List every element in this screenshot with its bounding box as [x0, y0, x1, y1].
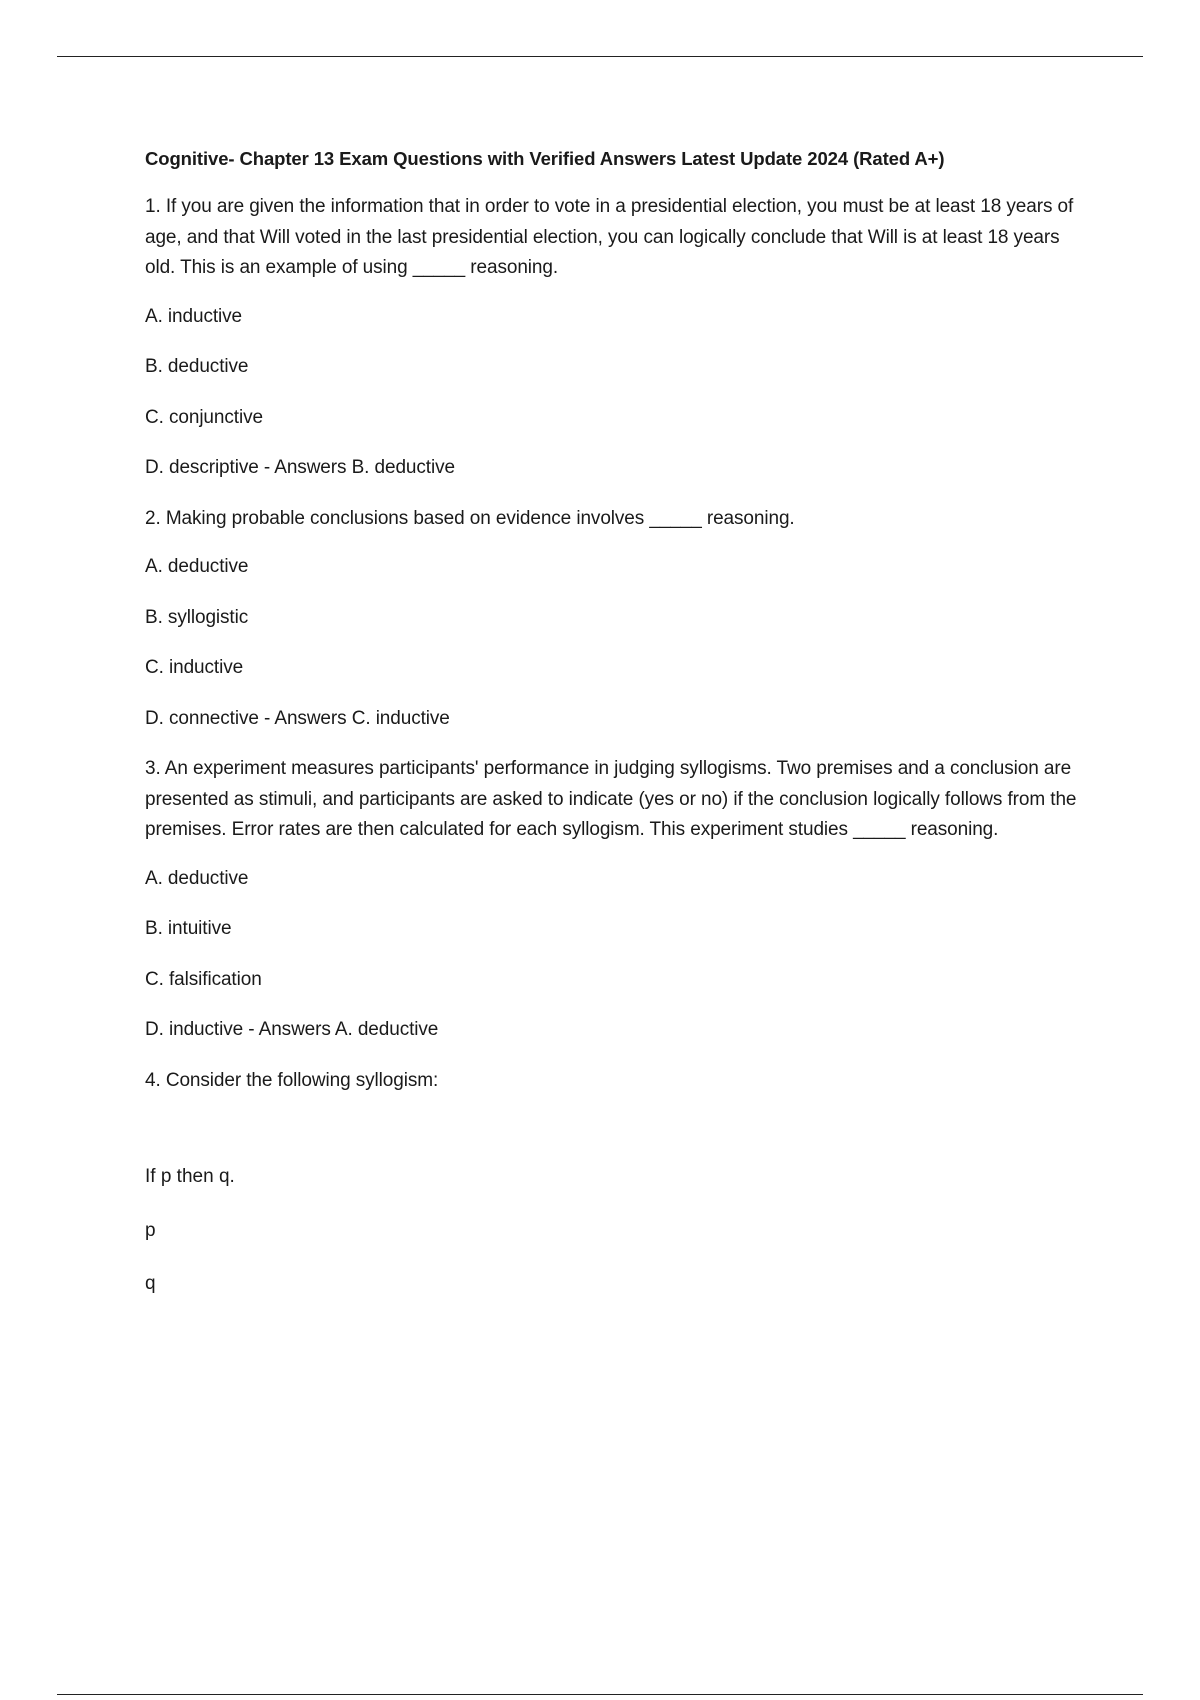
question-1-option-b: B. deductive	[145, 356, 249, 377]
syllogism-premise-1: If p then q.	[145, 1166, 235, 1187]
question-3-option-d-with-answer: D. inductive - Answers A. deductive	[145, 1019, 439, 1040]
question-2-option-d: D. connective	[145, 707, 259, 729]
question-1: 1. If you are given the information that in order to vote in a presidential election, you must be at least 18 years of age, and that Will voted in the last presidential election, you can logically conclude that Will is at least 18 years old. This is an example of using _____ reasoning.	[145, 196, 1074, 278]
blank-gap	[145, 1114, 1090, 1162]
question-1-option-a: A. inductive	[145, 305, 243, 327]
question-3-option-a: A. deductive	[145, 867, 249, 889]
question-3-option-b: B. intuitive	[145, 918, 232, 939]
question-1-option-d: D. descriptive	[145, 457, 259, 478]
question-2-option-d-with-answer: D. connective - Answers C. inductive	[145, 707, 450, 729]
question-1-answer: Answers B. deductive	[274, 457, 455, 478]
question-2-answer: Answers C. inductive	[274, 707, 450, 729]
question-3-answer: Answers A. deductive	[258, 1019, 439, 1040]
question-2-option-a: A. deductive	[145, 556, 249, 577]
question-3: 3. An experiment measures participants' performance in judging syllogisms. Two premises and a conclusion are presented as stimuli, and participants are asked to indicate (yes or no) if the conclusion logically follows from the premises. Error rates are then calculated for each syllogism. This experiment studies _____ reasoning.	[145, 758, 1077, 840]
question-1-option-c: C. conjunctive	[145, 406, 263, 428]
question-2: 2. Making probable conclusions based on evidence involves _____ reasoning.	[145, 507, 795, 529]
document-title: Cognitive- Chapter 13 Exam Questions with Verified Answers Latest Update 2024 (Rated A+)	[145, 148, 945, 169]
question-3-option-c: C. falsification	[145, 968, 262, 990]
document-body	[145, 144, 1090, 1323]
question-3-option-d: D. inductive	[145, 1019, 244, 1040]
question-2-option-b: B. syllogistic	[145, 606, 249, 628]
syllogism-premise-2: p	[145, 1219, 156, 1241]
footer-rule	[57, 1694, 1143, 1695]
question-1-option-d-with-answer: D. descriptive - Answers B. deductive	[145, 457, 455, 478]
question-2-option-c: C. inductive	[145, 657, 244, 678]
syllogism-conclusion: q	[145, 1273, 156, 1294]
header-rule	[57, 56, 1143, 57]
question-4: 4. Consider the following syllogism:	[145, 1069, 439, 1091]
